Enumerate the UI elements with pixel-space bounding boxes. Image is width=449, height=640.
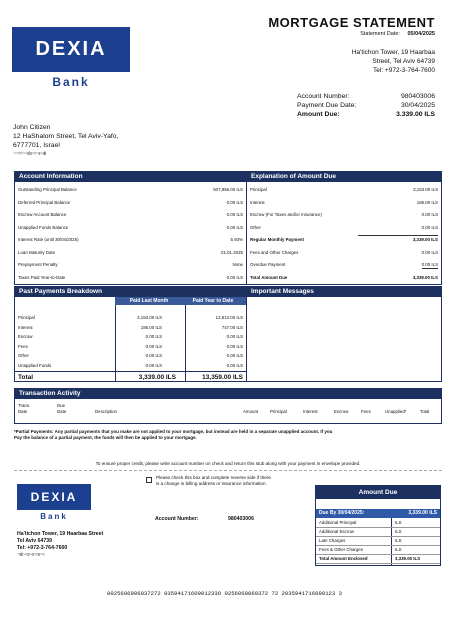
- statement-date-label: Statement Date:: [360, 31, 400, 37]
- stub-amount-row: [316, 529, 440, 537]
- customer-name: John Citizen: [13, 124, 51, 131]
- col-trans-date: Trans. Date: [18, 403, 31, 414]
- row-value: 3,339.00 ILS: [412, 237, 438, 242]
- row-value: 507,856.00 ILS: [213, 187, 243, 192]
- row-label: Interest: [18, 324, 33, 330]
- dexia-logo: DEXIA: [12, 27, 130, 72]
- payment-due-label: Payment Due Date:: [297, 102, 357, 109]
- total-ytd: 13,359.00 ILS: [202, 374, 243, 381]
- explanation-title: Explanation of Amount Due: [247, 172, 441, 182]
- row-value: ILS: [395, 547, 402, 552]
- customer-address-line2: 6777701, Israel: [13, 142, 60, 149]
- important-messages-panel: [247, 286, 442, 382]
- total-label: Total: [18, 374, 34, 381]
- row-paid-last-month: 0.00 ILS: [145, 362, 162, 368]
- transaction-activity-title: Transaction Activity: [15, 389, 441, 399]
- account-info-title: Account Information: [15, 172, 246, 182]
- stub-due-by-row: Due By 30/04/2025: 3,339.00 ILS: [316, 509, 440, 518]
- row-value: ILS: [395, 538, 402, 543]
- bank-address: [352, 48, 435, 75]
- col-description: Description: [95, 409, 117, 414]
- row-label: Additional Principal: [319, 520, 357, 525]
- stub-account-number-value: 980403006: [227, 516, 254, 522]
- row-value: 3,339.00 ILS: [412, 274, 438, 280]
- row-label: Deferred Principal Balance: [18, 199, 71, 205]
- transaction-activity-panel: [14, 388, 442, 424]
- col-interest: Interest: [303, 409, 318, 414]
- col-paid-last-month: Paid Last Month: [129, 298, 169, 304]
- col-principal: Principal: [270, 409, 287, 414]
- account-number-label: Account Number:: [297, 93, 350, 100]
- row-label: Prepayment Penalty: [18, 262, 58, 267]
- bank-address-line3: Tel: +972-3-764-7600: [373, 67, 435, 74]
- stub-account-number: [155, 516, 254, 522]
- row-value: 0.00 ILS: [421, 262, 438, 267]
- partial-payments-note: *Partial Payments: Any partial payments that you make are not applied to your mortgage, but instead are held in a separate unapplied account. If you Pay the balance of a partial payment, the funds will then be applied to your mortgage.: [14, 429, 333, 440]
- row-value: None: [232, 262, 243, 267]
- row-label: Overdue Payment: [250, 262, 286, 267]
- row-label: Interest: [250, 199, 265, 205]
- col-paid-ytd: Paid Year to Date: [192, 298, 234, 304]
- stub-address: Ha'tichon Tower, 19 Haarbaa Street Tel Aviv 64739 Tel: +972-3-764-7600 ~ıılı~≈ıı~ıı~≈ıı~≈: [17, 531, 104, 558]
- row-value: 5.93%: [230, 237, 243, 242]
- account-number-value: 980403006: [400, 93, 435, 100]
- past-payments-title: Past Payments Breakdown: [15, 287, 246, 297]
- row-label: Principal: [18, 315, 35, 320]
- row-label: Loan Maturity Date: [18, 249, 56, 255]
- row-label: Fees: [18, 343, 28, 349]
- row-paid-ytd: 0.00 ILS: [226, 353, 243, 358]
- row-value: 0.00 ILS: [421, 212, 438, 217]
- row-label: Other: [250, 224, 261, 230]
- row-paid-ytd: 0.00 ILS: [226, 362, 243, 368]
- row-label: Unapplied Funds: [18, 362, 52, 368]
- row-label: Fees & Other Charges: [319, 547, 363, 552]
- row-value: 3,153.00 ILS: [413, 187, 438, 192]
- statement-date-value: 05/04/2025: [407, 31, 435, 37]
- row-paid-last-month: 186.00 ILS: [140, 324, 162, 330]
- bank-address-line1: Ha'tichon Tower, 19 Haarbaa: [351, 49, 435, 56]
- row-label: Other: [18, 353, 29, 358]
- col-due-date: Due Date: [57, 403, 67, 414]
- row-paid-last-month: 0.00 ILS: [145, 343, 162, 349]
- row-value: 01.01.2025: [221, 249, 243, 255]
- change-address-checkbox[interactable]: [146, 477, 152, 483]
- stub-account-number-label: Account Number:: [155, 516, 199, 522]
- account-summary: [297, 92, 435, 119]
- row-value: 0.00 ILS: [226, 224, 243, 230]
- stub-amount-due-title: Amount Due: [316, 486, 440, 499]
- credit-notice: To ensure proper credit, please write account number on check and return this stub along with your payment in envelope provided.: [95, 461, 361, 466]
- payment-due-value: 30/04/2025: [400, 102, 435, 109]
- row-value: 0.00 ILS: [226, 199, 243, 205]
- stub-amount-row: [316, 547, 440, 555]
- row-label: Interest Rate (until 30/04/2025): [18, 237, 79, 242]
- row-label: Late Charges: [319, 538, 346, 543]
- col-total: Total: [420, 409, 430, 414]
- row-paid-last-month: 0.00 ILS: [145, 334, 162, 339]
- row-value: 3,339.00 ILS: [395, 556, 421, 561]
- row-value: 0.00 ILS: [226, 274, 243, 280]
- change-address-instructions: Please check this box and complete reverse side if there is a change in billing address or insurance information.: [156, 475, 271, 486]
- page-title: MORTGAGE STATEMENT: [268, 15, 435, 30]
- row-value: 0.00 ILS: [421, 224, 438, 230]
- row-label: Fees and Other Charges: [250, 249, 299, 255]
- stub-amount-due-box: [315, 485, 441, 566]
- cut-line: [14, 470, 442, 471]
- stub-amount-row: [316, 538, 440, 546]
- col-amount: Amount: [243, 409, 259, 414]
- col-escrow: Escrow: [334, 409, 349, 414]
- row-paid-last-month: 0.00 ILS: [145, 353, 162, 358]
- logo-bank-label: Bank: [52, 75, 90, 89]
- row-paid-ytd: 12,612.00 ILS: [215, 315, 243, 320]
- past-payments-total-row: [15, 371, 246, 382]
- row-label: Regular Monthly Payment: [250, 237, 304, 242]
- customer-address-line1: 12 HaShalom Street, Tel Aviv-Yafo,: [13, 133, 119, 140]
- row-label: Principal: [250, 187, 267, 192]
- col-fees: Fees: [361, 409, 371, 414]
- row-label: Escrow: [18, 334, 33, 339]
- row-value: 0.00 ILS: [421, 249, 438, 255]
- row-value: ILS: [395, 520, 402, 525]
- row-value: 186.00 ILS: [416, 199, 438, 205]
- past-payments-panel: [14, 286, 247, 382]
- important-messages-title: Important Messages: [247, 287, 441, 297]
- stub-handwritten-scribble: ~ıılı~≈ıı~ıı~≈ıı~≈: [17, 552, 45, 558]
- explanation-panel: [247, 171, 442, 285]
- row-label: Escrow Account Balance: [18, 212, 67, 217]
- total-last-month: 3,339.00 ILS: [138, 374, 176, 381]
- stub-amount-row: [316, 520, 440, 528]
- stub-amount-row: [316, 556, 440, 564]
- amount-due-value: 3.339.00 ILS: [396, 111, 435, 118]
- micr-line: 0025606906037272 0359417160901233O 0256069060372 72 2035941716090123 3: [107, 590, 342, 597]
- row-label: Outstanding Principal Balance: [18, 187, 77, 192]
- row-label: Taxes Paid Year-to-Date: [18, 274, 66, 280]
- customer-address: [13, 123, 118, 159]
- row-value: ILS: [395, 529, 402, 534]
- statement-date: [360, 31, 435, 37]
- row-label: Additional Escrow: [319, 529, 354, 534]
- row-label: Total Amount Enclosed: [319, 556, 368, 561]
- row-label: Unapplied Funds Balance: [18, 224, 69, 230]
- row-paid-ytd: 747.00 ILS: [221, 324, 243, 330]
- account-info-panel: [14, 171, 247, 285]
- row-label: Escrow (For Taxes and/or Insurance): [250, 212, 322, 217]
- row-label: Total Amount Due: [250, 274, 288, 280]
- row-value: 0.00 ILS: [226, 212, 243, 217]
- stub-logo-bank-label: Bank: [40, 512, 68, 521]
- customer-handwritten-scribble: ~~≈≈~~ıılıı~≈~ıı~ıılı: [13, 151, 46, 157]
- amount-due-label: Amount Due:: [297, 111, 340, 118]
- row-paid-ytd: 0.00 ILS: [226, 334, 243, 339]
- stub-dexia-logo: DEXIA: [17, 484, 91, 510]
- row-paid-ytd: 0.00 ILS: [226, 343, 243, 349]
- col-unapplied: Unapplied*: [385, 409, 407, 414]
- past-payments-col-header-bar: [115, 297, 246, 305]
- bank-address-line2: Street, Tel Aviv 64739: [372, 58, 435, 65]
- row-paid-last-month: 3,153.00 ILS: [137, 315, 162, 320]
